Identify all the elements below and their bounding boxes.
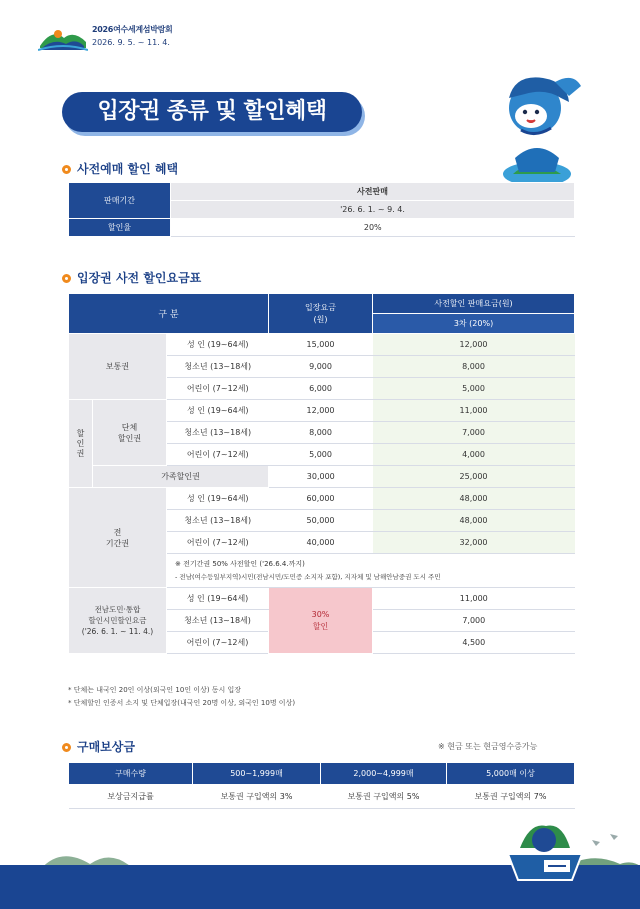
flower-bullet-icon bbox=[62, 274, 71, 283]
mascot-illustration bbox=[485, 68, 585, 186]
ticket-sale: 4,000 bbox=[373, 444, 575, 466]
group-discount-label: 단체 할인권 bbox=[93, 400, 167, 466]
resident-discount-badge: 30% 할인 bbox=[269, 588, 373, 654]
general-label: 보통권 bbox=[69, 334, 167, 400]
reward-cell: 보상금지급률 bbox=[69, 785, 193, 809]
ticket-type: 어린이 (7~12세) bbox=[167, 444, 269, 466]
resident-discount-label: 전남도민·통합 할인시민할인요금 ('26. 6. 1. ~ 11. 4.) bbox=[69, 588, 167, 654]
section-presale-title bbox=[62, 160, 178, 177]
ticket-type: 성 인 (19~64세) bbox=[167, 400, 269, 422]
reward-header: 500~1,999매 bbox=[193, 763, 321, 785]
ticket-price: 9,000 bbox=[269, 356, 373, 378]
section-presale-title-text: 사전예매 할인 혜택 bbox=[77, 162, 179, 176]
category-header: 구 분 bbox=[69, 294, 269, 334]
flower-bullet-icon bbox=[62, 743, 71, 752]
ticket-type: 어린이 (7~12세) bbox=[167, 378, 269, 400]
section-price-title-text: 입장권 사전 할인요금표 bbox=[77, 271, 202, 285]
ticket-type: 청소년 (13~18세) bbox=[167, 356, 269, 378]
price-footnotes bbox=[68, 684, 295, 710]
ticket-type: 성 인 (19~64세) bbox=[167, 588, 269, 610]
ticket-sale: 5,000 bbox=[373, 378, 575, 400]
family-discount-label: 가족할인권 bbox=[93, 466, 269, 488]
season-pass-label: 전 기간권 bbox=[69, 488, 167, 588]
ticket-sale: 11,000 bbox=[373, 588, 575, 610]
ticket-price: 40,000 bbox=[269, 532, 373, 554]
ticket-price: 15,000 bbox=[269, 334, 373, 356]
discount-label: 할인권 bbox=[69, 400, 93, 488]
ticket-sale: 7,000 bbox=[373, 422, 575, 444]
logo-dates: 2026. 9. 5. ~ 11. 4. bbox=[92, 38, 170, 47]
ticket-sale: 4,500 bbox=[373, 632, 575, 654]
ticket-sale: 32,000 bbox=[373, 532, 575, 554]
presale-discount-table bbox=[68, 182, 575, 237]
reward-header: 5,000매 이상 bbox=[447, 763, 575, 785]
ticket-price: 8,000 bbox=[269, 422, 373, 444]
logo-title: 2026여수세계섬박람회 bbox=[92, 25, 173, 34]
footnote: * 단체는 내국인 20인 이상(외국인 10인 이상) 동시 입장 bbox=[68, 686, 242, 694]
season-note-1: ※ 전기간권 50% 사전할인 ('26.6.4.까지) bbox=[175, 559, 305, 568]
reward-header: 2,000~4,999매 bbox=[321, 763, 447, 785]
boat-mascot-illustration bbox=[500, 808, 590, 898]
section-reward-title bbox=[62, 738, 135, 755]
ticket-price: 6,000 bbox=[269, 378, 373, 400]
ticket-price: 60,000 bbox=[269, 488, 373, 510]
flower-bullet-icon bbox=[62, 165, 71, 174]
expo-logo-icon bbox=[38, 24, 88, 54]
reward-note: ※ 현금 또는 현금영수증가능 bbox=[438, 742, 538, 751]
rate-label: 할인율 bbox=[69, 219, 171, 237]
section-price-title bbox=[62, 269, 201, 286]
ticket-type: 성 인 (19~64세) bbox=[167, 488, 269, 510]
page-title: 입장권 종류 및 할인혜택 bbox=[62, 92, 362, 132]
section-reward-title-text: 구매보상금 bbox=[77, 740, 135, 754]
ticket-type: 성 인 (19~64세) bbox=[167, 334, 269, 356]
price-header: 입장요금 (원) bbox=[269, 294, 373, 334]
ticket-type: 어린이 (7~12세) bbox=[167, 532, 269, 554]
footnote: * 단체할인 인증서 소지 및 단체입장(내국인 20명 이상, 외국인 10명 이상) bbox=[68, 699, 296, 707]
ticket-price: 5,000 bbox=[269, 444, 373, 466]
ticket-price: 12,000 bbox=[269, 400, 373, 422]
ticket-sale: 11,000 bbox=[373, 400, 575, 422]
ticket-type: 청소년 (13~18세) bbox=[167, 422, 269, 444]
period-value: '26. 6. 1. ~ 9. 4. bbox=[171, 201, 575, 219]
ticket-type: 어린이 (7~12세) bbox=[167, 632, 269, 654]
family-sale: 25,000 bbox=[373, 466, 575, 488]
presale-label: 사전판매 bbox=[171, 183, 575, 201]
ticket-sale: 48,000 bbox=[373, 510, 575, 532]
ticket-price: 50,000 bbox=[269, 510, 373, 532]
ticket-price-table bbox=[68, 293, 575, 654]
presale-header: 사전할인 판매요금(원) bbox=[373, 294, 575, 314]
ticket-sale: 7,000 bbox=[373, 610, 575, 632]
reward-cell: 보통권 구입액의 5% bbox=[321, 785, 447, 809]
ticket-sale: 12,000 bbox=[373, 334, 575, 356]
family-price: 30,000 bbox=[269, 466, 373, 488]
ticket-sale: 48,000 bbox=[373, 488, 575, 510]
ticket-sale: 8,000 bbox=[373, 356, 575, 378]
ticket-type: 청소년 (13~18세) bbox=[167, 510, 269, 532]
season-note-2: - 전남(여수등일부지역)시민(전남시민/도민증 소지자 포함), 지자체 및 남해안남중권 도시 주민 bbox=[175, 572, 441, 581]
reward-cell: 보통권 구입액의 3% bbox=[193, 785, 321, 809]
ticket-type: 청소년 (13~18세) bbox=[167, 610, 269, 632]
presale-sub-header: 3차 (20%) bbox=[373, 314, 575, 334]
rate-value: 20% bbox=[171, 219, 575, 237]
purchase-reward-table bbox=[68, 762, 575, 809]
reward-header: 구매수량 bbox=[69, 763, 193, 785]
reward-cell: 보통권 구입액의 7% bbox=[447, 785, 575, 809]
expo-logo bbox=[38, 22, 238, 66]
period-label: 판매기간 bbox=[69, 183, 171, 219]
season-pass-notes bbox=[167, 554, 575, 588]
